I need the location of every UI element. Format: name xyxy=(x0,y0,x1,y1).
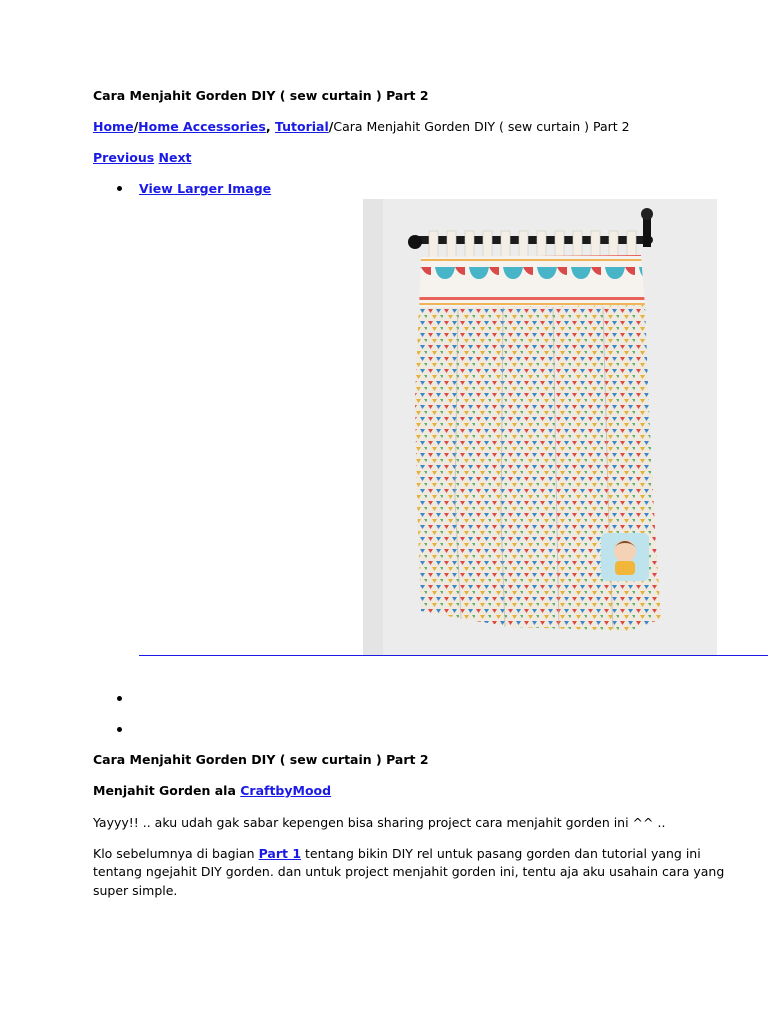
breadcrumb-home-link[interactable]: Home xyxy=(93,119,134,134)
article-paragraph-2-line-2: tentang ngejahit DIY gorden. dan untuk project menjahit gorden ini, tentu aja aku usahain cara yang xyxy=(93,864,725,879)
breadcrumb-separator: , xyxy=(265,119,275,134)
photo-link-underline xyxy=(139,655,768,656)
article-paragraph-1: Yayyy!! .. aku udah gak sabar kepengen bisa sharing project cara menjahit gorden ini ^^ .. xyxy=(93,815,666,830)
breadcrumb-separator: / xyxy=(133,119,139,134)
page-title: Cara Menjahit Gorden DIY ( sew curtain ) Part 2 xyxy=(93,88,429,103)
article-paragraph-2-line-1 xyxy=(93,846,701,862)
list-bullet xyxy=(117,186,122,191)
curtain-photo[interactable] xyxy=(363,199,717,655)
breadcrumb-separator: / xyxy=(328,119,334,134)
list-bullet xyxy=(117,696,122,701)
craftbymood-link[interactable]: CraftbyMood xyxy=(240,783,332,798)
article-heading: Cara Menjahit Gorden DIY ( sew curtain ) Part 2 xyxy=(93,752,429,767)
article-paragraph-2-line-3: super simple. xyxy=(93,883,178,898)
next-link[interactable]: Next xyxy=(158,150,192,165)
list-bullet xyxy=(117,727,122,732)
p2-prefix: Klo sebelumnya di bagian xyxy=(93,846,259,861)
byline-prefix: Menjahit Gorden ala xyxy=(93,783,241,798)
pager xyxy=(93,150,192,166)
part-1-link[interactable]: Part 1 xyxy=(258,846,302,861)
article-byline xyxy=(93,783,331,799)
gallery-item xyxy=(139,181,271,197)
previous-link[interactable]: Previous xyxy=(93,150,155,165)
p2-suffix: tentang bikin DIY rel untuk pasang gorden dan tutorial yang ini xyxy=(301,846,701,861)
breadcrumb-tutorial-link[interactable]: Tutorial xyxy=(274,119,329,134)
breadcrumb xyxy=(93,119,630,135)
curtain-illustration xyxy=(363,199,717,655)
view-larger-image-link[interactable]: View Larger Image xyxy=(139,181,272,196)
breadcrumb-current: Cara Menjahit Gorden DIY ( sew curtain ) Part 2 xyxy=(333,119,630,134)
breadcrumb-home-accessories-link[interactable]: Home Accessories xyxy=(138,119,266,134)
